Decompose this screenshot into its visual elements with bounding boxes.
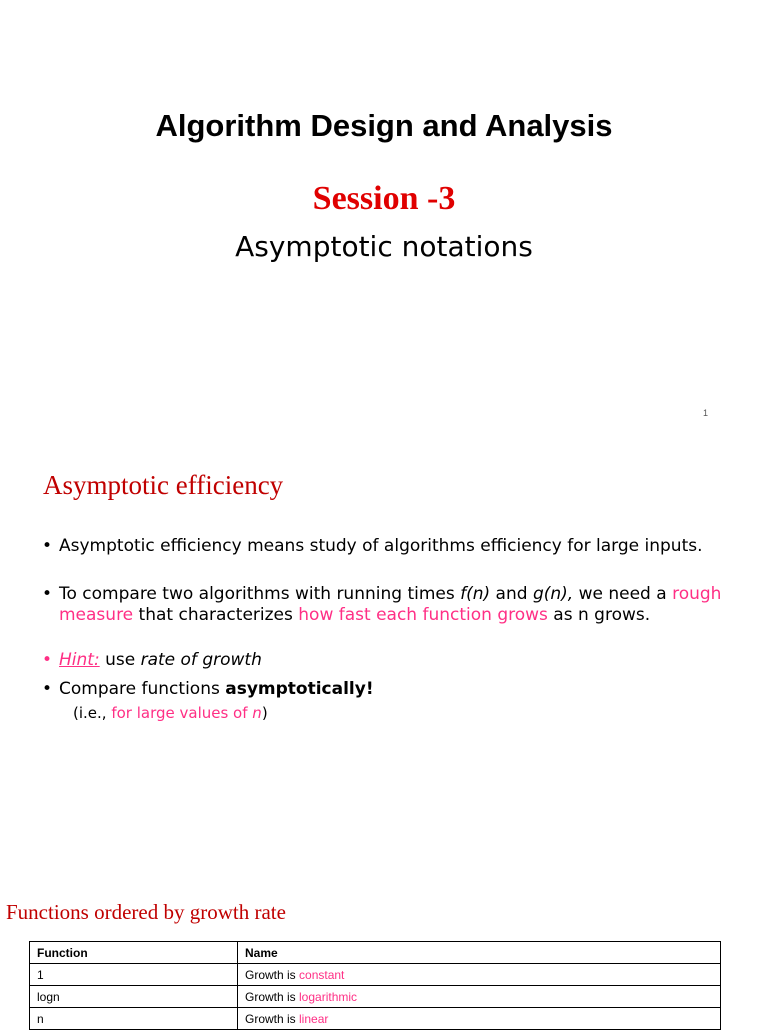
growth-rate-table — [29, 941, 721, 1030]
rate-of-growth: rate of growth — [140, 650, 262, 670]
function-f: f(n) — [460, 584, 491, 604]
bold-asymptotically: asymptotically! — [225, 679, 374, 699]
main-title: Algorithm Design and Analysis — [155, 108, 613, 143]
bullet-icon: • — [42, 536, 53, 556]
bullet-item — [42, 536, 742, 557]
cell-name — [238, 986, 721, 1008]
bullet-icon: • — [42, 650, 53, 670]
function-g: g(n), — [532, 584, 574, 604]
bullet-text: we need a — [573, 584, 673, 604]
cell-name — [238, 964, 721, 986]
sub-note-highlight: for large values of — [111, 704, 253, 722]
cell-prefix: Growth is — [245, 967, 300, 982]
bullet-text: as n grows. — [547, 605, 651, 625]
bullet-item — [42, 650, 742, 671]
slide-1 — [0, 0, 768, 430]
table-row — [30, 986, 721, 1008]
page-number: 1 — [703, 408, 709, 418]
bullet-text: Asymptotic efficiency means study of algorithms efficiency for large inputs. — [59, 536, 703, 556]
bullet-item — [42, 584, 742, 626]
bullet-text: that characterizes — [133, 605, 299, 625]
cell-prefix: Growth is — [245, 989, 300, 1004]
slide-2 — [0, 430, 768, 840]
table-header-row — [30, 942, 721, 964]
bullet-list — [42, 536, 742, 724]
bullet-item — [42, 679, 742, 700]
cell-name — [238, 1008, 721, 1030]
bullet-text: use — [99, 650, 141, 670]
sub-note — [42, 703, 742, 724]
highlight-rough-measure: rough measure — [59, 584, 722, 625]
cell-prefix: Growth is — [245, 1011, 300, 1026]
bullet-text: To compare two algorithms with running times — [59, 584, 461, 604]
slide-3 — [0, 880, 768, 1024]
bullet-icon: • — [42, 679, 53, 699]
cell-function: logn — [30, 986, 238, 1008]
cell-growth-name: linear — [299, 1011, 329, 1026]
section-title: Asymptotic efficiency — [43, 470, 284, 500]
table-row — [30, 964, 721, 986]
sub-note-text: ) — [261, 704, 268, 722]
sub-note-text: (i.e., — [73, 704, 112, 722]
highlight-growth: how fast each function grows — [298, 605, 548, 625]
bullet-icon: • — [42, 584, 53, 604]
cell-function: 1 — [30, 964, 238, 986]
session-label: Session -3 — [312, 180, 456, 217]
bullet-text: Compare functions — [59, 679, 226, 699]
cell-growth-name: constant — [299, 967, 345, 982]
column-header-name: Name — [238, 942, 721, 964]
bullet-text: and — [490, 584, 533, 604]
cell-growth-name: logarithmic — [299, 989, 358, 1004]
cell-function: n — [30, 1008, 238, 1030]
growth-table-title: Functions ordered by growth rate — [6, 900, 286, 924]
hint-label: Hint: — [59, 650, 100, 670]
table-row — [30, 1008, 721, 1030]
sub-note-n: n — [252, 704, 262, 722]
subtitle: Asymptotic notations — [235, 230, 533, 263]
column-header-function: Function — [30, 942, 238, 964]
